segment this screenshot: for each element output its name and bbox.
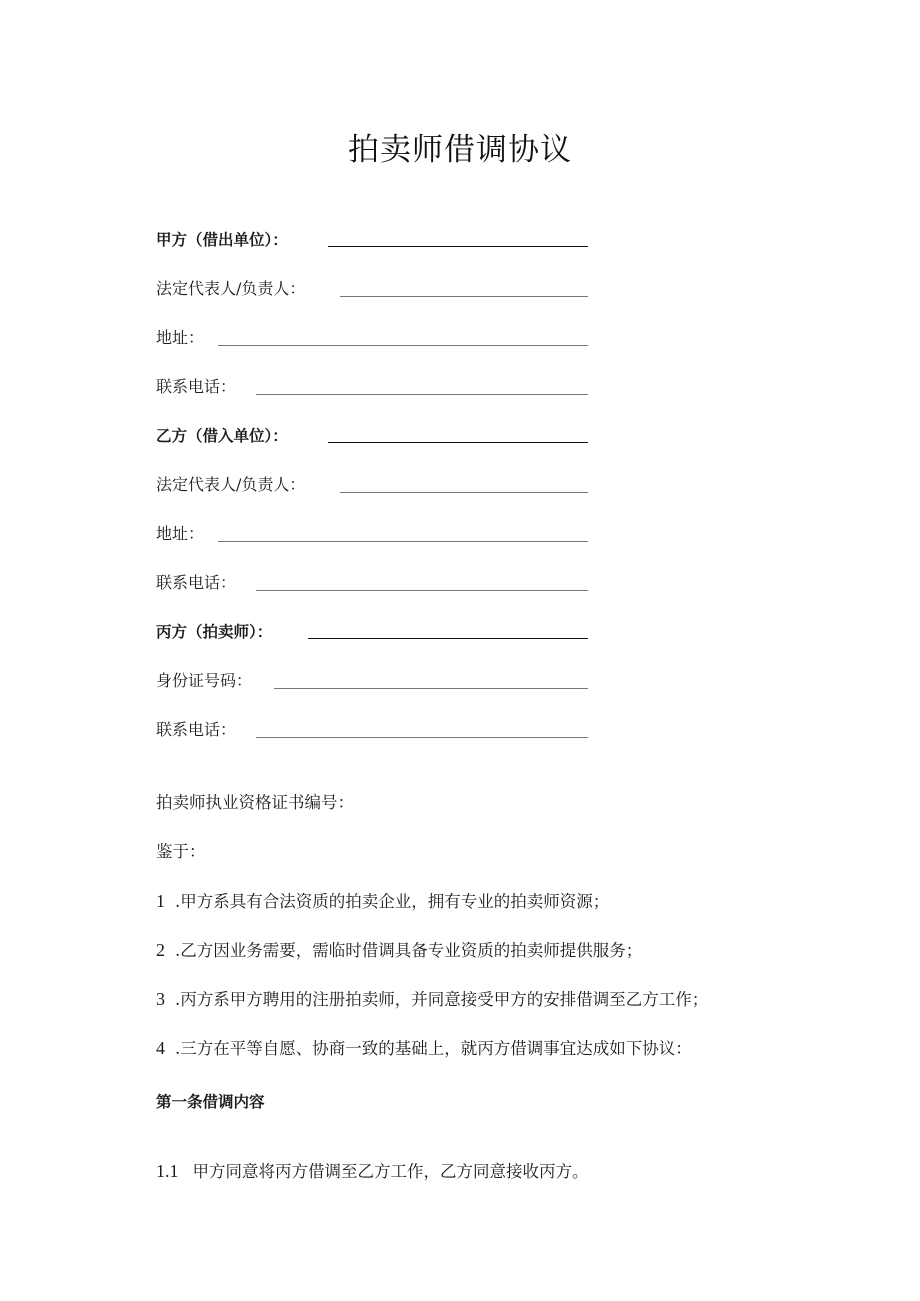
recital-number: 2 [156,940,165,960]
party-a-label: 甲方（借出单位）： [156,231,288,249]
party-c-field[interactable] [308,638,588,639]
party-c-phone-label: 联系电话： [156,720,237,739]
party-a-rep-label: 法定代表人/负责人： [156,279,306,298]
party-b-address-field[interactable] [218,541,588,542]
article-1-heading: 第一条借调内容 [156,1093,265,1111]
party-a-phone-label: 联系电话： [156,377,237,396]
recital-text: .乙方因业务需要，需临时借调具备专业资质的拍卖师提供服务； [175,941,643,960]
party-b-label: 乙方（借入单位）： [156,427,288,445]
party-b-phone-field[interactable] [256,590,588,591]
recital-item [156,886,609,917]
party-a-field[interactable] [328,246,588,247]
recital-number: 4 [156,1038,165,1058]
recital-text: .三方在平等自愿、协商一致的基础上，就丙方借调事宜达成如下协议： [175,1039,692,1058]
clause-number: 1.1 [156,1161,179,1181]
party-a-address-label: 地址： [156,328,205,347]
whereas-label: 鉴于： [156,842,206,861]
recital-item [156,984,708,1015]
party-b-rep-field[interactable] [340,492,588,493]
recital-number: 1 [156,891,165,911]
clause-item [156,1156,589,1187]
party-b-phone-label: 联系电话： [156,573,237,592]
party-c-label: 丙方（拍卖师）： [156,623,273,641]
recital-item [156,935,642,966]
recital-number: 3 [156,989,165,1009]
recital-item [156,1033,692,1064]
party-a-phone-field[interactable] [256,394,588,395]
document-title: 拍卖师借调协议 [348,132,572,168]
clause-text: 甲方同意将丙方借调至乙方工作，乙方同意接收丙方。 [192,1162,589,1181]
certificate-number-label: 拍卖师执业资格证书编号： [156,793,354,812]
party-a-address-field[interactable] [218,345,588,346]
party-c-id-label: 身份证号码： [156,671,253,690]
party-b-rep-label: 法定代表人/负责人： [156,475,306,494]
party-b-address-label: 地址： [156,524,205,543]
party-c-id-field[interactable] [274,688,588,689]
party-c-phone-field[interactable] [256,737,588,738]
recital-text: .甲方系具有合法资质的拍卖企业，拥有专业的拍卖师资源； [175,892,610,911]
party-a-rep-field[interactable] [340,296,588,297]
party-b-field[interactable] [328,442,588,443]
recital-text: .丙方系甲方聘用的注册拍卖师，并同意接受甲方的安排借调至乙方工作； [175,990,709,1009]
